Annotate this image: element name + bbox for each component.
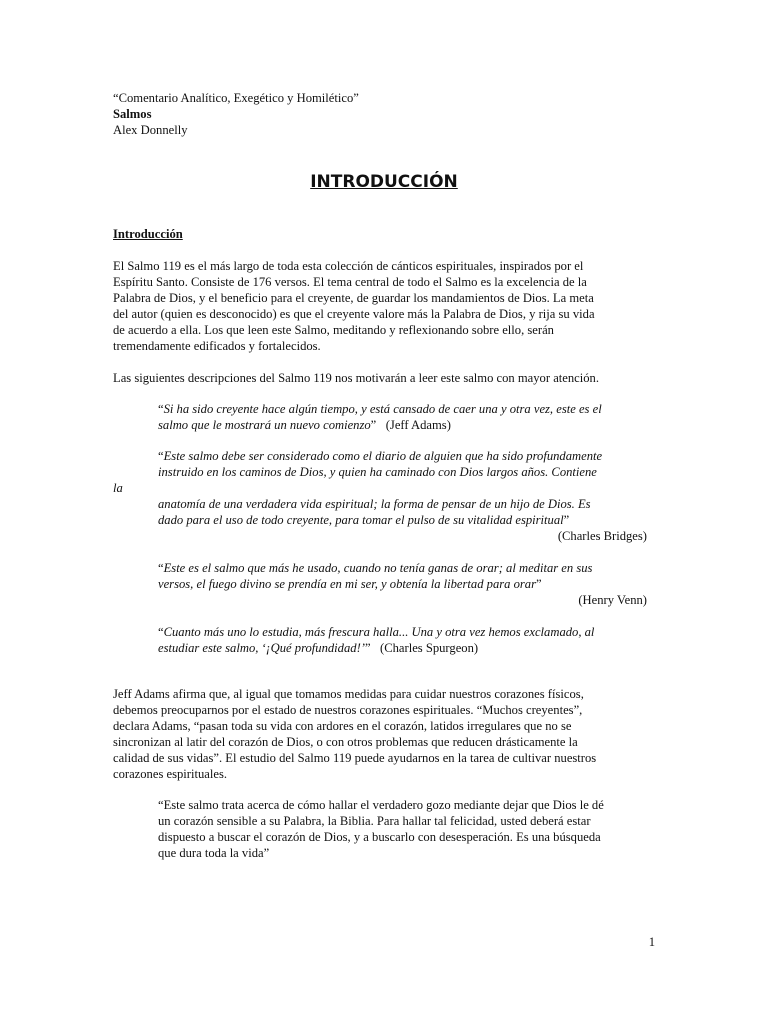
paragraph-line: debemos preocuparnos por el estado de nuestros corazones espirituales. “Muchos creyentes”, xyxy=(113,703,583,717)
paragraph-line: Jeff Adams afirma que, al igual que tomamos medidas para cuidar nuestros corazones físicos, xyxy=(113,687,584,701)
paragraph-line: tremendamente edificados y fortalecidos. xyxy=(113,339,321,353)
paragraph-line: corazones espirituales. xyxy=(113,767,227,781)
quote-line: “Cuanto más uno lo estudia, más frescura halla... Una y otra vez hemos exclamado, al xyxy=(158,625,595,639)
quote-citation: (Jeff Adams) xyxy=(385,418,451,432)
paragraph-line: calidad de sus vidas”. El estudio del Salmo 119 puede ayudarnos en la tarea de cultivar nuestros xyxy=(113,751,597,765)
book-title: Salmos xyxy=(113,107,152,121)
quote-line: dado para el uso de todo creyente, para tomar el pulso de su vitalidad espiritual” xyxy=(158,513,570,527)
quote-line: “Si ha sido creyente hace algún tiempo, y está cansado de caer una y otra vez, este es el xyxy=(158,402,602,416)
quote-line: salmo que le mostrará un nuevo comienzo” (Jeff Adams) xyxy=(158,418,451,432)
quote-line: que dura toda la vida” xyxy=(158,846,270,860)
quote-citation: (Charles Bridges) xyxy=(557,529,647,543)
quote-line: “Este salmo debe ser considerado como el diario de alguien que ha sido profundamente xyxy=(158,449,603,463)
quote-line: estudiar este salmo, ‘¡Qué profundidad!’” (Charles Spurgeon) xyxy=(158,641,479,655)
quote-line: anatomía de una verdadera vida espiritual; la forma de pensar de un hijo de Dios. Es xyxy=(158,497,591,511)
page-number: 1 xyxy=(648,935,655,949)
paragraph-line: del autor (quien es desconocido) es que el creyente valore más la Palabra de Dios, y rija su vida xyxy=(113,307,595,321)
paragraph-line: sincronizan al latir del corazón de Dios, o con otros problemas que reducen drásticamente la xyxy=(113,735,578,749)
section-heading: Introducción xyxy=(113,227,183,241)
quote-line: versos, el fuego divino se prendía en mi ser, y obtenía la libertad para orar” xyxy=(158,577,542,591)
paragraph-line: Palabra de Dios, y el beneficio para el creyente, de guardar los mandamientos de Dios. La meta xyxy=(113,291,594,305)
quote-stray-word: la xyxy=(113,481,123,495)
quote-line: dispuesto a buscar el corazón de Dios, y a buscarlo con desesperación. Es una búsqueda xyxy=(158,830,601,844)
quote-line: “Este es el salmo que más he usado, cuando no tenía ganas de orar; al meditar en sus xyxy=(158,561,593,575)
main-title: INTRODUCCIÓN xyxy=(310,172,458,192)
author-name: Alex Donnelly xyxy=(113,123,188,137)
paragraph-line: de acuerdo a ella. Los que leen este Salmo, meditando y reflexionando sobre ello, serán xyxy=(113,323,554,337)
paragraph-line: El Salmo 119 es el más largo de toda esta colección de cánticos espirituales, inspirados por el xyxy=(113,259,584,273)
quote-line: un corazón sensible a su Palabra, la Biblia. Para hallar tal felicidad, usted deberá estar xyxy=(158,814,591,828)
quote-citation: (Charles Spurgeon) xyxy=(380,641,479,655)
paragraph-2: Las siguientes descripciones del Salmo 119 nos motivarán a leer este salmo con mayor atención. xyxy=(113,371,600,385)
quote-line: “Este salmo trata acerca de cómo hallar el verdadero gozo mediante dejar que Dios le dé xyxy=(158,798,604,812)
quote-citation: (Henry Venn) xyxy=(578,593,647,607)
paragraph-line: declara Adams, “pasan toda su vida con ardores en el corazón, latidos irregulares que no se xyxy=(113,719,572,733)
paragraph-line: Espíritu Santo. Consiste de 176 versos. El tema central de todo el Salmo es la excelencia de la xyxy=(113,275,587,289)
work-title: “Comentario Analítico, Exegético y Homilético” xyxy=(113,91,359,105)
quote-line: instruido en los caminos de Dios, y quien ha caminado con Dios largos años. Contiene xyxy=(158,465,597,479)
